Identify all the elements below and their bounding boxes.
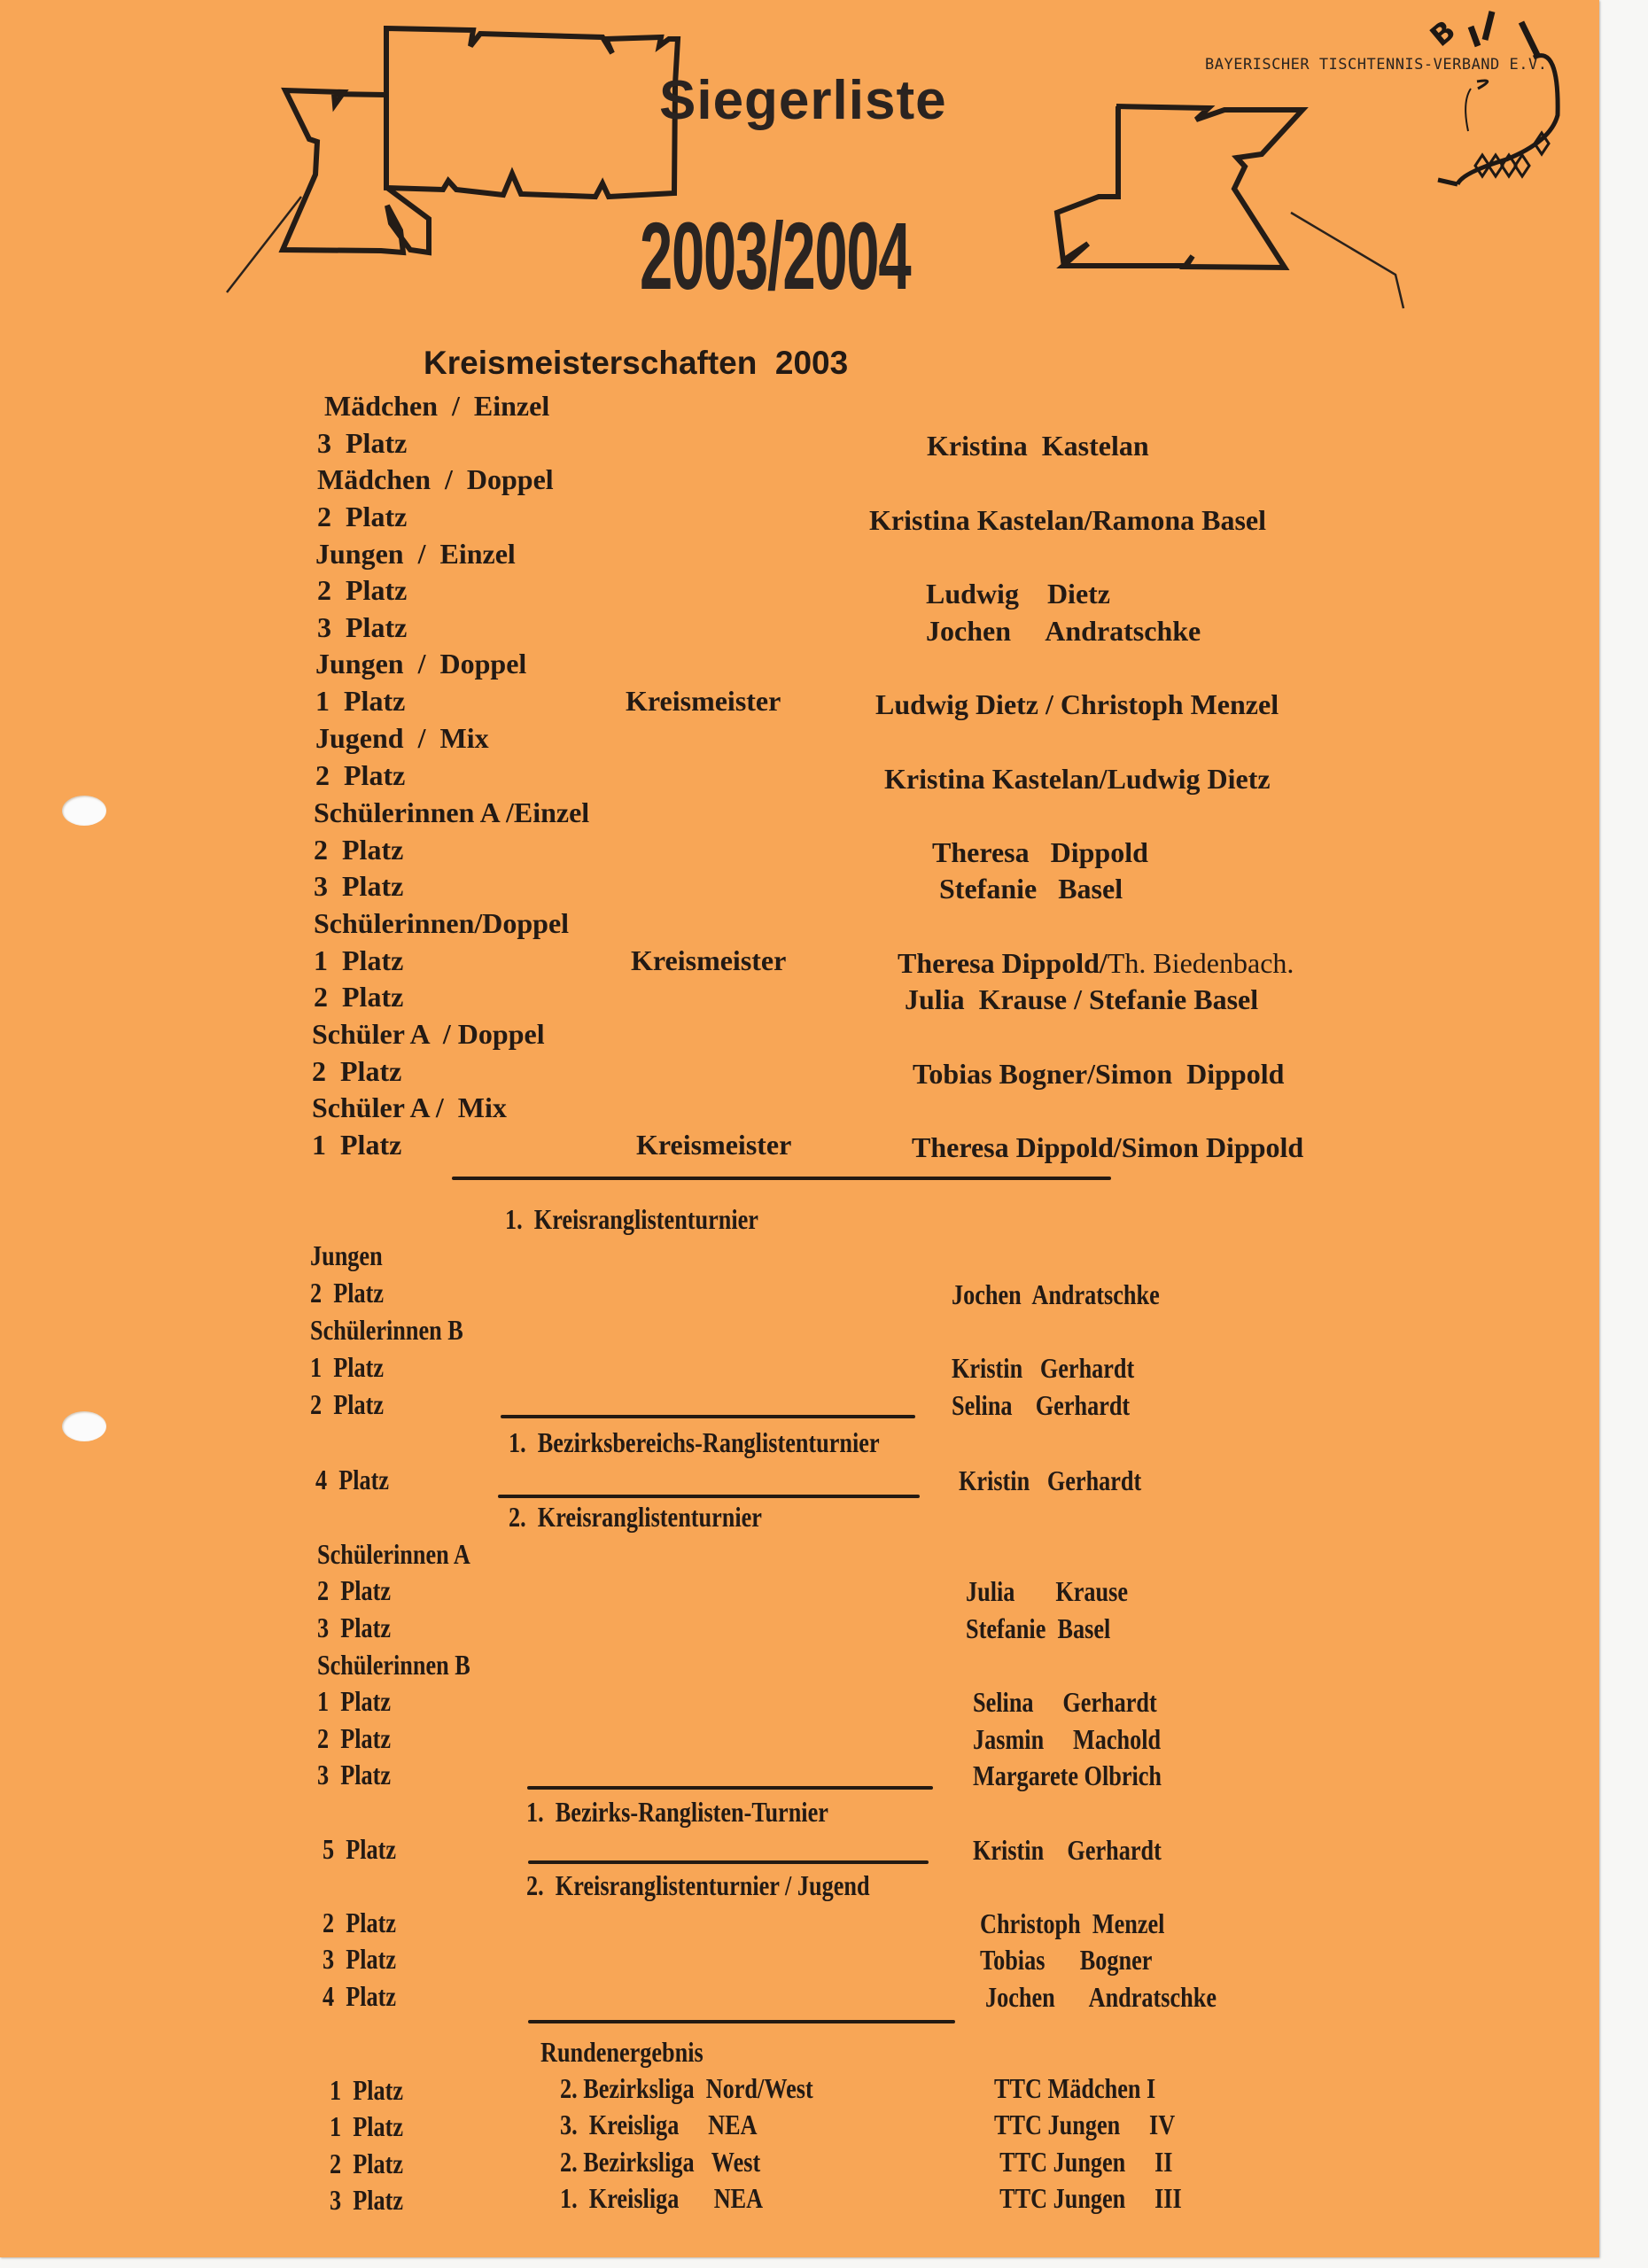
place-label: 2 Platz <box>310 1388 385 1420</box>
place-label: 3 Platz <box>330 2184 404 2216</box>
section-divider <box>498 1495 920 1498</box>
winner-name-bold: Theresa Dippold/ <box>898 947 1108 979</box>
banner-center-box <box>386 28 678 197</box>
place-label: 5 Platz <box>323 1833 397 1865</box>
winner-name: Margarete Olbrich <box>973 1759 1162 1791</box>
page-title: Siegerliste <box>659 70 947 131</box>
champion-label: Kreismeister <box>636 1129 792 1161</box>
place-label: 3 Platz <box>317 1759 392 1790</box>
winner-name: Jasmin Machold <box>973 1723 1162 1755</box>
winner-name: Theresa Dippold/Simon Dippold <box>912 1131 1304 1163</box>
logo-letter-b: B <box>1423 13 1462 53</box>
decor-line-right <box>1291 213 1403 308</box>
team-label: TTC Jungen II <box>994 2146 1173 2178</box>
category-label: Schülerinnen B <box>310 1314 463 1346</box>
place-label: 2 Platz <box>317 1574 392 1606</box>
winner-name: Stefanie Basel <box>939 873 1123 905</box>
place-label: 1 Platz <box>315 685 406 717</box>
winner-name: Kristin Gerhardt <box>952 1352 1135 1384</box>
category-label: Schülerinnen/Doppel <box>314 907 570 939</box>
winner-name: Tobias Bogner <box>980 1944 1153 1976</box>
winner-name: Selina Gerhardt <box>952 1389 1131 1421</box>
winner-name: Julia Krause / Stefanie Basel <box>905 983 1259 1015</box>
section-heading: Rundenergebnis <box>540 2036 704 2068</box>
punch-hole <box>62 1411 106 1441</box>
place-label: 2 Platz <box>317 574 408 606</box>
section-heading: 2. Kreisranglistenturnier <box>509 1501 762 1533</box>
place-label: 2 Platz <box>317 501 408 532</box>
winner-name: Jochen Andratschke <box>926 615 1201 647</box>
punch-hole <box>62 796 106 826</box>
place-label: 3 Platz <box>317 1612 392 1643</box>
team-label: TTC Mädchen I <box>994 2072 1156 2104</box>
winner-name: Ludwig Dietz <box>926 578 1110 610</box>
winner-name <box>898 945 1294 981</box>
team-label: TTC Jungen IV <box>994 2109 1176 2140</box>
section-divider <box>527 1786 933 1790</box>
section-divider <box>528 2020 955 2023</box>
place-label: 2 Platz <box>310 1277 385 1309</box>
winner-name: Kristin Gerhardt <box>959 1464 1142 1496</box>
place-label: 1 Platz <box>330 2110 404 2142</box>
place-label: 2 Platz <box>317 1722 392 1754</box>
place-label: 3 Platz <box>314 870 404 902</box>
place-label: 2 Platz <box>314 981 404 1013</box>
place-label: 4 Platz <box>315 1464 390 1495</box>
category-label: Mädchen / Doppel <box>317 463 554 495</box>
winner-name: Selina Gerhardt <box>973 1686 1157 1718</box>
winner-name: Ludwig Dietz / Christoph Menzel <box>875 688 1279 720</box>
category-label: Jugend / Mix <box>315 722 489 754</box>
section-heading-kreismeisterschaften: Kreismeisterschaften 2003 <box>424 345 849 381</box>
winner-name: Tobias Bogner/Simon Dippold <box>913 1058 1285 1090</box>
category-label: Schüler A / Doppel <box>312 1018 545 1050</box>
season-title: 2003/2004 <box>640 202 911 309</box>
category-label: Schülerinnen A /Einzel <box>314 796 590 828</box>
place-label: 3 Platz <box>317 611 408 643</box>
place-label: 3 Platz <box>317 427 408 459</box>
winner-name: Stefanie Basel <box>966 1612 1111 1644</box>
place-label: 1 Platz <box>314 944 404 976</box>
winner-name: Jochen Andratschke <box>952 1278 1160 1310</box>
section-divider <box>452 1177 1111 1180</box>
league-label: 2. Bezirksliga West <box>560 2146 761 2178</box>
category-label: Jungen / Doppel <box>315 648 527 680</box>
place-label: 2 Platz <box>323 1907 397 1938</box>
winner-name: Christoph Menzel <box>980 1907 1165 1939</box>
team-label: TTC Jungen III <box>994 2182 1182 2214</box>
organization-name: BAYERISCHER TISCHTENNIS-VERBAND E.V. <box>1205 56 1548 74</box>
place-label: 1 Platz <box>330 2074 404 2106</box>
champion-label: Kreismeister <box>631 944 787 976</box>
place-label: 2 Platz <box>315 759 406 791</box>
place-label: 1 Platz <box>317 1685 392 1717</box>
champion-label: Kreismeister <box>626 685 781 717</box>
category-label: Jungen <box>310 1239 383 1271</box>
league-label: 2. Bezirksliga Nord/West <box>560 2072 813 2104</box>
banner-left-tail <box>283 90 429 252</box>
league-label: 3. Kreisliga NEA <box>560 2109 758 2140</box>
place-label: 1 Platz <box>310 1351 385 1383</box>
section-heading: 1. Bezirks-Ranglisten-Turnier <box>526 1796 828 1828</box>
winner-name-regular: Th. Biedenbach. <box>1107 947 1294 979</box>
league-label: 1. Kreisliga NEA <box>560 2182 764 2214</box>
place-label: 2 Platz <box>314 834 404 866</box>
section-divider <box>501 1415 915 1418</box>
category-label: Schüler A / Mix <box>312 1091 507 1123</box>
place-label: 3 Platz <box>323 1943 397 1975</box>
category-label: Schülerinnen B <box>317 1649 470 1681</box>
winner-name: Kristina Kastelan <box>927 430 1149 462</box>
winner-name: Kristina Kastelan/Ludwig Dietz <box>884 763 1271 795</box>
section-divider <box>528 1860 929 1864</box>
place-label: 4 Platz <box>323 1980 397 2012</box>
place-label: 1 Platz <box>312 1129 402 1161</box>
category-label: Mädchen / Einzel <box>324 390 550 422</box>
category-label: Schülerinnen A <box>317 1538 470 1570</box>
winner-name: Theresa Dippold <box>932 836 1148 868</box>
category-label: Jungen / Einzel <box>315 538 516 570</box>
winner-name: Kristina Kastelan/Ramona Basel <box>869 504 1267 536</box>
winner-name: Jochen Andratschke <box>985 1981 1217 2013</box>
section-heading: 2. Kreisranglistenturnier / Jugend <box>526 1869 870 1901</box>
section-heading: 1. Kreisranglistenturnier <box>505 1203 758 1235</box>
place-label: 2 Platz <box>312 1055 402 1087</box>
banner-right-tail <box>1057 106 1302 268</box>
winner-name: Julia Krause <box>966 1575 1128 1607</box>
section-heading: 1. Bezirksbereichs-Ranglistenturnier <box>509 1426 880 1458</box>
place-label: 2 Platz <box>330 2148 404 2179</box>
winner-name: Kristin Gerhardt <box>973 1834 1162 1866</box>
decor-line-left <box>227 197 301 292</box>
